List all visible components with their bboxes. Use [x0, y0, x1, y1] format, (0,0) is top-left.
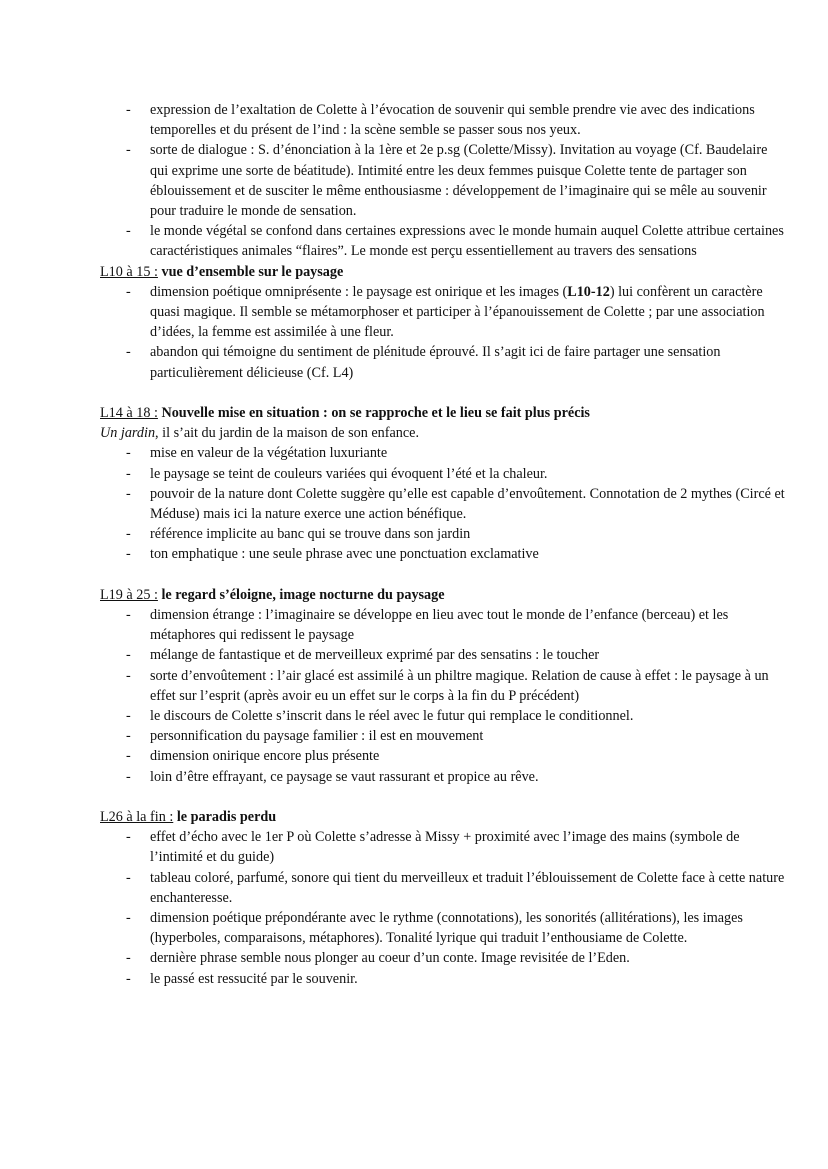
list-item [0, 282, 828, 343]
list-item: - le monde végétal se confond dans certaines expressions avec le monde humain auquel Colette attribue certaines caractéristiques animales “flaires”. Le monde est perçu essentiellement au travers des sensations [0, 221, 828, 261]
list-item: - dimension étrange : l’imaginaire se développe en lieu avec tout le monde de l’enfance (berceau) et les métaphores qui redissent le paysage [0, 605, 828, 645]
list-item: - le passé est ressucité par le souvenir. [0, 969, 828, 989]
list-item: - personnification du paysage familier : il est en mouvement [0, 726, 828, 746]
section-title: le paradis perdu [176, 809, 277, 826]
list-item: - dernière phrase semble nous plonger au coeur d’un conte. Image revisitée de l’Eden. [0, 948, 828, 968]
spacer [0, 565, 828, 585]
section-heading-l19 [0, 585, 828, 605]
section-title: Nouvelle mise en situation : on se rapproche et le lieu se fait plus précis [161, 405, 590, 422]
section-title: vue d’ensemble sur le paysage [161, 263, 344, 280]
list-item: - dimension onirique encore plus présente [0, 746, 828, 766]
intro-text: , il s’ait du jardin de la maison de son enfance. [155, 425, 420, 442]
section4-list [0, 827, 828, 989]
section-range: L19 à 25 : [100, 586, 158, 603]
list-item: - pouvoir de la nature dont Colette suggère qu’elle est capable d’envoûtement. Connotation de 2 mythes (Circé et Méduse) mais ici la nature exerce une action bénéfique. [0, 484, 828, 524]
list-item: - sorte d’envoûtement : l’air glacé est assimilé à un philtre magique. Relation de cause à effet : le paysage à un effet sur l’esprit (après avoir eu un effet sur le corps à la fin du P précédent) [0, 666, 828, 706]
line-reference: L10-12 [567, 283, 610, 300]
spacer [0, 787, 828, 807]
section3-list [0, 605, 828, 787]
list-item: - ton emphatique : une seule phrase avec une ponctuation exclamative [0, 544, 828, 564]
list-item: - expression de l’exaltation de Colette à l’évocation de souvenir qui semble prendre vie avec des indications temporelles et du présent de l’ind : la scène semble se passer sous nos yeux. [0, 100, 828, 140]
section-range: L14 à 18 : [100, 405, 158, 422]
list-item: - dimension poétique prépondérante avec le rythme (connotations), les sonorités (allitérations), les images (hyperboles, comparaisons, métaphores). Tonalité lyrique qui traduit l’enthousiame de Colette. [0, 908, 828, 948]
list-item: - référence implicite au banc qui se trouve dans son jardin [0, 524, 828, 544]
section-range: L10 à 15 : [100, 263, 158, 280]
section-heading-l14 [0, 403, 828, 423]
section1-list [0, 282, 828, 383]
section2-list [0, 443, 828, 564]
list-item: - le paysage se teint de couleurs variées qui évoquent l’été et la chaleur. [0, 464, 828, 484]
section-title: le regard s’éloigne, image nocturne du paysage [161, 586, 445, 603]
list-item: - loin d’être effrayant, ce paysage se vaut rassurant et propice au rêve. [0, 767, 828, 787]
list-item: - abandon qui témoigne du sentiment de plénitude éprouvé. Il s’agit ici de faire partager une sensation particulièrement délicieuse (Cf. L4) [0, 342, 828, 382]
list-item: - le discours de Colette s’inscrit dans le réel avec le futur qui remplace le conditionnel. [0, 706, 828, 726]
item-text: ) lui confèrent un caractère quasi magique. Il semble se métamorphoser et participer à l’épanouissement de Colette ; par une association d’idées, la femme est assimilée à une fleur. [150, 283, 765, 341]
spacer [0, 383, 828, 403]
section-range: L26 à la fin : [100, 809, 174, 826]
italic-phrase: Un jardin [100, 425, 156, 442]
list-item: - mélange de fantastique et de merveilleux exprimé par des sensatins : le toucher [0, 645, 828, 665]
document-page [0, 100, 828, 989]
list-item: - tableau coloré, parfumé, sonore qui tient du merveilleux et traduit l’éblouissement de Colette face à cette nature enchanteresse. [0, 868, 828, 908]
list-item: - mise en valeur de la végétation luxuriante [0, 443, 828, 463]
list-item: - sorte de dialogue : S. d’énonciation à la 1ère et 2e p.sg (Colette/Missy). Invitation au voyage (Cf. Baudelaire qui exprime une sorte de béatitude). Intimité entre les deux femmes puisque Colette tente de partager son éblouissement et de susciter le même enthousiasme : développement de l’imaginaire qui se mêle au souvenir pour traduire le monde de sensation. [0, 140, 828, 221]
item-text: dimension poétique omniprésente : le paysage est onirique et les images ( [150, 283, 568, 300]
intro-list [0, 100, 828, 262]
section-heading-l26 [0, 807, 828, 827]
section-heading-l10 [0, 262, 828, 282]
list-item: - effet d’écho avec le 1er P où Colette s’adresse à Missy + proximité avec l’image des mains (symbole de l’intimité et du guide) [0, 827, 828, 867]
section-intro-line [0, 423, 828, 443]
